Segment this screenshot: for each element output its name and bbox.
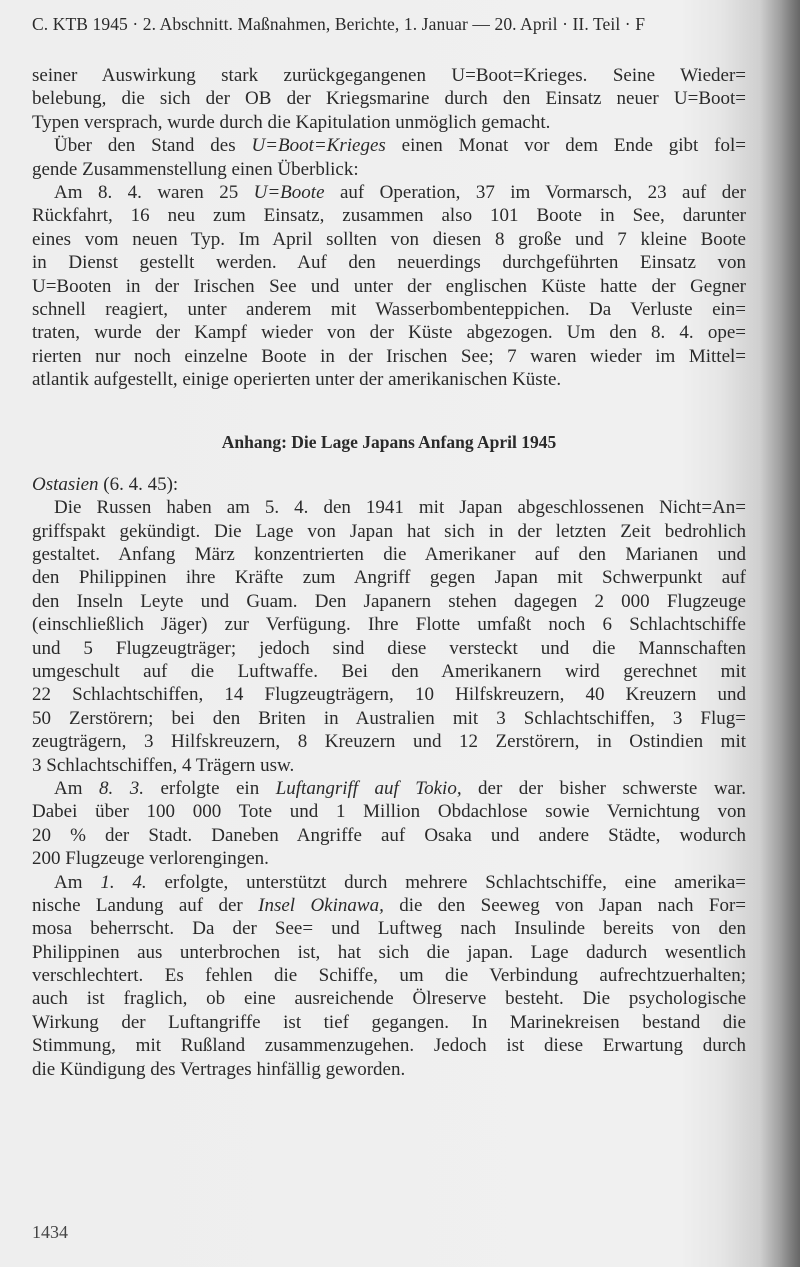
page-body xyxy=(32,64,746,1081)
text-line: die Kündigung des Vertrages hinfällig geworden. xyxy=(32,1058,406,1080)
paragraph-tokyo-raid xyxy=(32,777,746,871)
text-line: zeugträgern, 3 Hilfskreuzern, 8 Kreuzern und 12 Zerstörern, in Ostindien mit xyxy=(32,731,746,753)
text-line: verschlechtert. Es fehlen die Schiffe, um die Verbindung aufrechtzuerhalten; xyxy=(32,965,746,987)
text-line: gende Zusammenstellung einen Überblick: xyxy=(32,158,359,180)
italic-term: Insel Okinawa, xyxy=(258,894,384,916)
text-line: Wirkung der Luftangriffe ist tief gegangen. In Marinekreisen bestand die xyxy=(32,1011,746,1033)
text-run: Am xyxy=(54,871,101,893)
paragraph-uboot-overview xyxy=(32,134,746,181)
text-run: Über den Stand des xyxy=(54,135,252,157)
text-line: traten, wurde der Kampf wieder von der Küste abgezogen. Um den 8. 4. ope= xyxy=(32,322,746,344)
text-line: umgeschult auf die Luftwaffe. Bei den Amerikanern wird gerechnet mit xyxy=(32,661,746,682)
page-number: 1434 xyxy=(32,1222,68,1242)
appendix-subheading xyxy=(32,473,746,496)
text-line: Typen versprach, wurde durch die Kapitulation unmöglich gemacht. xyxy=(32,111,551,133)
paragraph-okinawa-landing xyxy=(32,871,746,1082)
text-line: rierten nur noch einzelne Boote in der Irischen See; 7 waren wieder im Mittel= xyxy=(32,345,746,367)
date-label: (6. 4. 45): xyxy=(98,473,179,495)
text-line: eines vom neuen Typ. Im April sollten von diesen 8 große und 7 kleine Boote xyxy=(32,228,746,250)
text-run: einen Monat vor dem Ende gibt fol= xyxy=(385,135,746,157)
text-line: 50 Zerstörern; bei den Briten in Australien mit 3 Schlachtschiffen, 3 Flug= xyxy=(32,707,746,729)
italic-date: 8. 3. xyxy=(98,777,144,799)
text-line: (einschließlich Jäger) zur Verfügung. Ihre Flotte umfaßt noch 6 Schlachtschiffe xyxy=(32,614,746,636)
text-line: atlantik aufgestellt, einige operierten unter der amerikanischen Küste. xyxy=(32,369,562,391)
text-line: U=Booten in der Irischen See und unter der englischen Küste hatte der Gegner xyxy=(32,275,746,297)
text-line: Philippinen aus unterbrochen ist, hat sich die japan. Lage dadurch wesentlich xyxy=(32,941,746,963)
text-line: mosa beherrscht. Da der See= und Luftweg nach Insulinde bereits von den xyxy=(32,918,746,940)
text-line: Rückfahrt, 16 neu zum Einsatz, zusammen also 101 Boote in See, darunter xyxy=(32,205,746,227)
text-line: den Inseln Leyte und Guam. Den Japanern stehen dagegen 2 000 Flugzeuge xyxy=(32,590,746,612)
text-run: nische Landung auf der xyxy=(32,894,259,916)
text-run: erfolgte ein xyxy=(143,777,276,799)
text-line: gestaltet. Anfang März konzentrierten die Amerikaner auf den Marianen und xyxy=(32,544,746,566)
text-line: und 5 Flugzeugträger; jedoch sind diese versteckt und die Mannschaften xyxy=(32,637,746,659)
paragraph-japan-situation xyxy=(32,496,746,777)
text-line: Dabei über 100 000 Tote und 1 Million Obdachlose sowie Vernichtung von xyxy=(32,801,746,823)
text-line xyxy=(32,777,746,800)
appendix-heading: Anhang: Die Lage Japans Anfang April 1945 xyxy=(221,432,557,453)
binding-shadow xyxy=(760,0,800,1267)
italic-term: Luftangriff auf Tokio, xyxy=(275,777,462,799)
text-line: Stimmung, mit Rußland zusammenzugehen. Jedoch ist diese Erwartung durch xyxy=(32,1035,746,1057)
paragraph-uboot-status xyxy=(32,181,746,392)
text-line: griffspakt gekündigt. Die Lage von Japan hat sich in der letzten Zeit bedrohlich xyxy=(32,520,746,542)
region-label: Ostasien xyxy=(32,473,99,495)
text-line: 20 % der Stadt. Daneben Angriffe auf Osaka und andere Städte, wodurch xyxy=(32,824,746,846)
text-line: 3 Schlachtschiffen, 4 Trägern usw. xyxy=(32,754,295,776)
italic-date: 1. 4. xyxy=(100,871,147,893)
text-line xyxy=(32,181,746,204)
text-line: auch ist fraglich, ob eine ausreichende Ölreserve besteht. Die psychologische xyxy=(32,988,746,1010)
text-line: 200 Flugzeuge verlorengingen. xyxy=(32,848,269,870)
italic-term: U=Boote xyxy=(253,181,325,203)
text-line: Die Russen haben am 5. 4. den 1941 mit Japan abgeschlossenen Nicht=An= xyxy=(54,497,746,519)
text-line xyxy=(32,134,746,157)
text-line: belebung, die sich der OB der Kriegsmarine durch den Einsatz neuer U=Boot= xyxy=(32,88,746,110)
running-head: C. KTB 1945 · 2. Abschnitt. Maßnahmen, Berichte, 1. Januar — 20. April · II. Teil · F xyxy=(32,14,646,34)
text-run: die den Seeweg von Japan nach For= xyxy=(383,894,746,916)
text-line: in Dienst gestellt werden. Auf den neuerdings durchgeführten Einsatz von xyxy=(32,252,746,274)
paragraph-uboot-intro xyxy=(32,64,746,134)
text-line: schnell reagiert, unter anderem mit Wasserbombenteppichen. Da Verluste ein= xyxy=(32,298,746,320)
text-run: auf Operation, 37 im Vormarsch, 23 auf der xyxy=(324,181,746,203)
text-line: 22 Schlachtschiffen, 14 Flugzeugträgern, 10 Hilfskreuzern, 40 Kreuzern und xyxy=(32,684,746,706)
text-run: Am 8. 4. waren 25 xyxy=(54,181,254,203)
text-line: den Philippinen ihre Kräfte zum Angriff gegen Japan mit Schwerpunkt auf xyxy=(32,567,746,589)
text-run: erfolgte, unterstützt durch mehrere Schlachtschiffe, eine amerika= xyxy=(146,871,747,893)
text-run: Am xyxy=(54,777,99,799)
text-run: der der bisher schwerste war. xyxy=(461,777,747,799)
italic-term: U=Boot=Krieges xyxy=(251,135,386,157)
text-line: seiner Auswirkung stark zurückgegangenen U=Boot=Krieges. Seine Wieder= xyxy=(32,65,746,86)
text-line xyxy=(32,871,746,894)
text-line xyxy=(32,894,746,917)
